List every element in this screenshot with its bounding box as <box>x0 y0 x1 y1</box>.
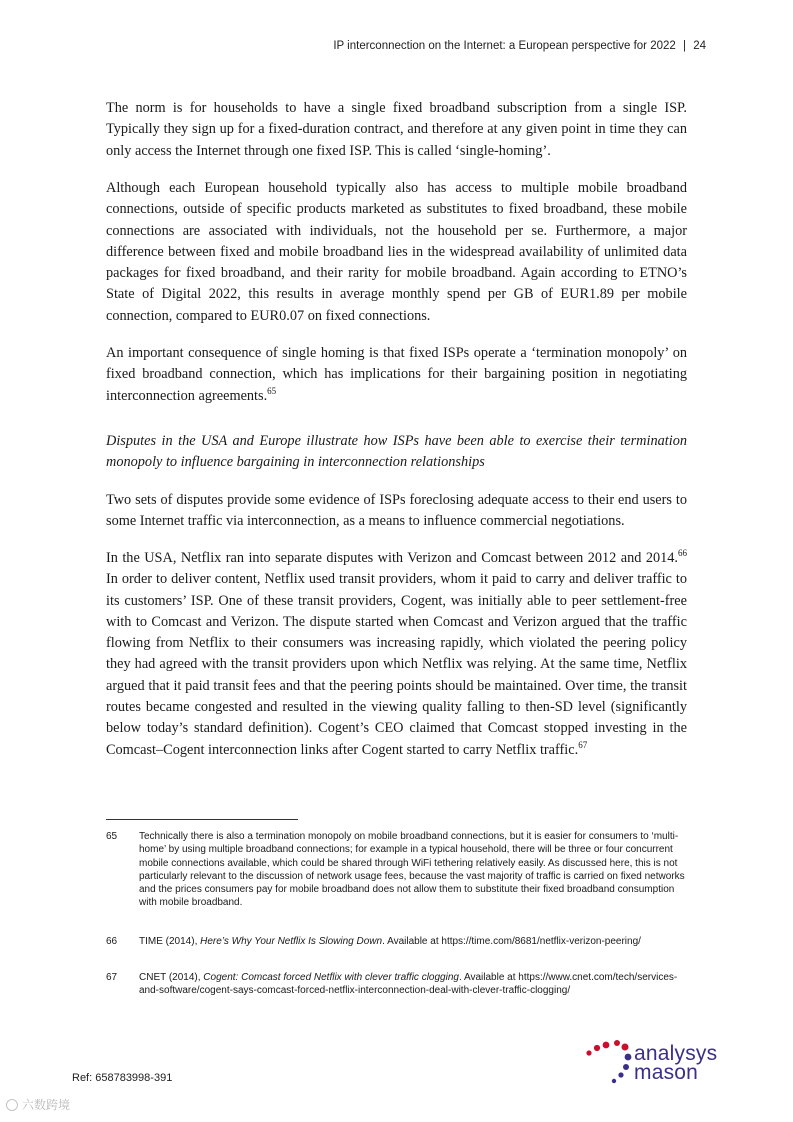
paragraph-text: Two sets of disputes provide some evidence of ISPs foreclosing adequate access to their end users to some Internet traffic via interconnection, as a means to influence commercial negotiations. <box>106 492 687 530</box>
footnote-67 <box>106 971 687 998</box>
citation-link[interactable]: . Available at https://www.cnet.com/tech/services-and-software/cogent-says-comcast-forced-netflix-interconnection-deal-with-clever-traffic-clogging/ <box>139 972 678 997</box>
footnote-number: 66 <box>106 936 118 947</box>
logo-word-mason: mason <box>634 1061 699 1084</box>
citation-title: Cogent: Comcast forced Netflix with clever traffic clogging <box>203 972 459 983</box>
analysys-mason-logo <box>584 1038 734 1086</box>
citation-link[interactable]: . Available at https://time.com/8681/netflix-verizon-peering/ <box>382 936 641 947</box>
footnote-divider <box>106 819 298 820</box>
heading-text: Disputes in the USA and Europe illustrate how ISPs have been able to exercise their termination monopoly to influence bargaining in interconnection relationships <box>106 433 687 471</box>
citation-source: TIME (2014), <box>139 936 201 947</box>
page-header <box>333 40 706 52</box>
footnote-66 <box>106 935 687 948</box>
paragraph-text: Although each European household typically also has access to multiple mobile broadband connections, outside of specific products marketed as substitutes to fixed broadband, these mobile connections are associated with individuals, not the household per se. Furthermore, a major difference between fixed and mobile broadband lies in the widespread availability of unlimited data packages for fixed broadband, and their rarity for mobile broadband. Again according to ETNO’s State of Digital 2022, this results in average monthly spend per GB of EUR1.89 per mobile connection, compared to EUR0.07 on fixed connections. <box>106 180 687 324</box>
document-reference: Ref: 658783998-391 <box>72 1072 173 1084</box>
paragraph-termination-monopoly <box>106 343 687 407</box>
header-separator: | <box>683 40 686 52</box>
page-number: 24 <box>693 40 706 52</box>
paragraph-body: In the USA, Netflix ran into separate disputes with Verizon and Comcast between 2012 and 2014. <box>106 550 678 566</box>
logo-wordmark <box>634 1044 717 1082</box>
logo-word-analysys: analysys <box>634 1042 718 1065</box>
paragraph-two-disputes <box>106 490 687 533</box>
footnote-text <box>139 971 687 998</box>
citation-title: Here’s Why Your Netflix Is Slowing Down <box>200 936 383 947</box>
logo-dots-icon <box>584 1038 634 1086</box>
footnote-number: 65 <box>106 831 118 842</box>
paragraph-text <box>106 343 687 407</box>
watermark <box>6 1096 70 1113</box>
paragraph-netflix-dispute <box>106 548 687 761</box>
section-heading <box>106 431 687 474</box>
footnote-text <box>139 935 687 948</box>
footnote-65 <box>106 830 687 910</box>
footnote-ref-67[interactable]: 67 <box>578 739 588 750</box>
footnote-number: 67 <box>106 972 118 983</box>
watermark-text: 六数跨境 <box>22 1098 71 1112</box>
document-title: IP interconnection on the Internet: a European perspective for 2022 <box>333 40 676 52</box>
watermark-icon <box>6 1099 18 1111</box>
footnote-ref-65[interactable]: 65 <box>267 385 277 396</box>
paragraph-body: In order to deliver content, Netflix used transit providers, whom it paid to carry and deliver traffic to its customers’ ISP. One of these transit providers, Cogent, was initially able to peer settlement-free with to Comcast and Verizon. The dispute started when Comcast and Verizon argued that the traffic flowing from Netflix to their consumers was increasing rapidly, which violated the peering policy they had agreed with the transit providers upon which Netflix was relying. At the same time, Netflix argued that it paid transit fees and that the peering points should be maintained. Over time, the transit routes became congested and resulted in the viewing quality falling to then-SD level (significantly below today’s standard definition). Cogent’s CEO claimed that Comcast stopped investing in the Comcast–Cogent interconnection links after Cogent started to carry Netflix traffic. <box>106 571 687 758</box>
footnote-ref-66[interactable]: 66 <box>678 548 687 559</box>
citation-source: CNET (2014), <box>139 972 204 983</box>
paragraph-body: An important consequence of single homing is that fixed ISPs operate a ‘termination monopoly’ on fixed broadband connection, which has implications for their bargaining position in negotiating interconnection agreements. <box>106 345 687 404</box>
footnote-text: Technically there is also a termination monopoly on mobile broadband connections, but it is easier for consumers to ‘multi-home’ by using multiple broadband connections; for example in a typical household, there will be three or four concurrent mobile connections available, which could be shared through WiFi tethering relatively easily. As discussed here, this is not particularly relevant to the discussion of network usage fees, because the vast majority of traffic is carried on fixed networks and the prices consumers pay for mobile broadband does not allow them to substitute their fixed broadband consumption with mobile broadband. <box>139 831 685 909</box>
paragraph-text: The norm is for households to have a single fixed broadband subscription from a single ISP. Typically they sign up for a fixed-duration contract, and therefore at any given point in time they can only access the Internet through one fixed ISP. This is called ‘single-homing’. <box>106 100 687 159</box>
paragraph-text <box>106 548 687 761</box>
paragraph-mobile-broadband <box>106 178 687 327</box>
paragraph-single-homing <box>106 98 687 162</box>
